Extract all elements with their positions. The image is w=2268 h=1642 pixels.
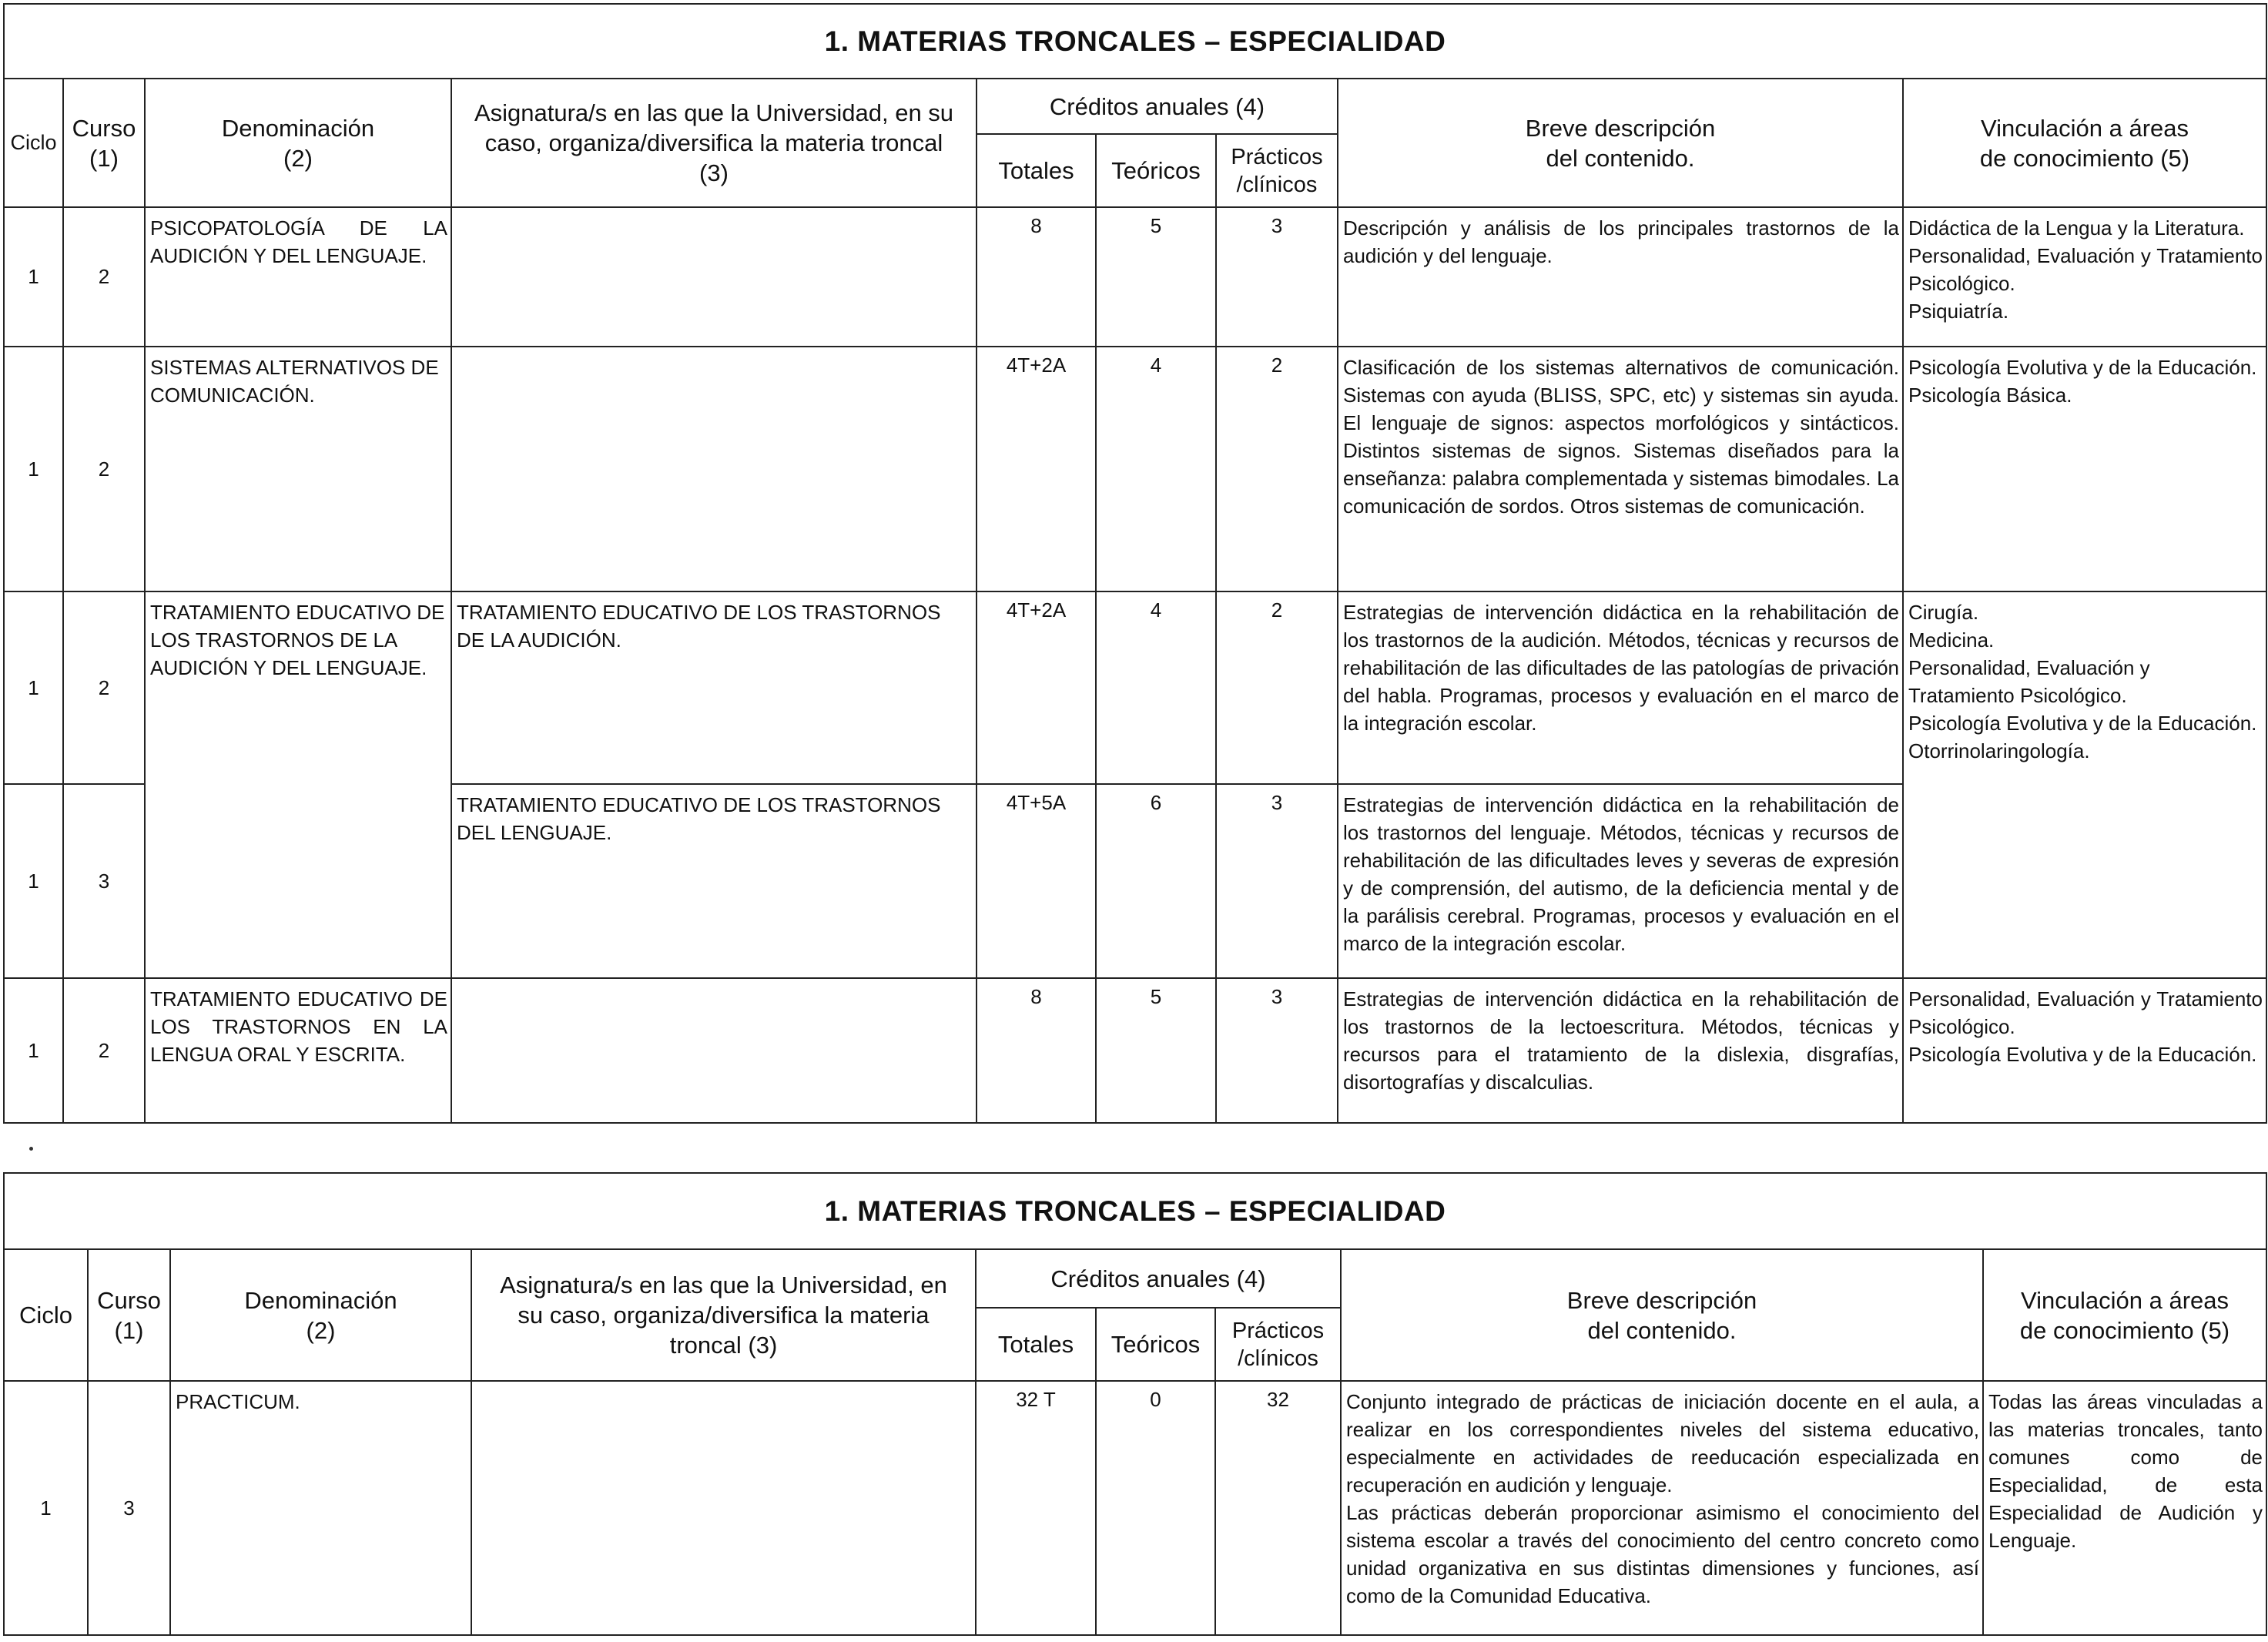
cell-ciclo: 1 [4,784,63,978]
cell-denominacion: TRATAMIENTO EDUCATIVO DE LOS TRASTORNOS DE LA AUDICIÓN Y DEL LENGUAJE. [145,591,451,978]
cell-teoricos: 5 [1096,207,1216,347]
header-descripcion: Breve descripción del contenido. [1338,79,1903,207]
cell-vinculacion: Todas las áreas vinculadas a las materias troncales, tanto comunes como de Especialidad, de esta Especialidad de Audición y Lenguaje. [1983,1381,2266,1635]
cell-totales: 8 [977,207,1096,347]
cell-practicos: 3 [1216,784,1338,978]
cell-asignatura: TRATAMIENTO EDUCATIVO DE LOS TRASTORNOS DEL LENGUAJE. [451,784,977,978]
cell-asignatura [451,207,977,347]
cell-practicos: 2 [1216,347,1338,591]
cell-practicos: 3 [1216,978,1338,1123]
cell-curso: 3 [63,784,145,978]
header-ciclo: Ciclo [4,1249,88,1381]
table-row [4,347,2266,591]
cell-totales: 4T+2A [977,591,1096,784]
cell-practicos: 32 [1215,1381,1341,1635]
cell-curso: 2 [63,207,145,347]
header-denominacion: Denominación (2) [145,79,451,207]
cell-asignatura [451,347,977,591]
cell-vinculacion: Personalidad, Evaluación y Tratamiento Psicológico. Psicología Evolutiva y de la Educación. [1903,978,2266,1123]
cell-totales: 4T+5A [977,784,1096,978]
cell-vinculacion: Didáctica de la Lengua y la Literatura. Personalidad, Evaluación y Tratamiento Psicológico. Psiquiatría. [1903,207,2266,347]
cell-denominacion: PSICOPATOLOGÍA DE LA AUDICIÓN Y DEL LENGUAJE. [145,207,451,347]
cell-descripcion: Descripción y análisis de los principales trastornos de la audición y del lenguaje. [1338,207,1903,347]
materias-troncales-table-1 [3,3,2267,1124]
cell-totales: 8 [977,978,1096,1123]
cell-ciclo: 1 [4,1381,88,1635]
header-creditos: Créditos anuales (4) [977,79,1338,134]
header-descripcion: Breve descripción del contenido. [1341,1249,1983,1381]
cell-curso: 2 [63,978,145,1123]
header-teoricos: Teóricos [1096,1308,1215,1381]
cell-curso: 2 [63,347,145,591]
cell-practicos: 3 [1216,207,1338,347]
table-row [4,591,2266,784]
materias-troncales-table-2 [3,1172,2267,1636]
table-row [4,978,2266,1123]
cell-denominacion: PRACTICUM. [170,1381,471,1635]
cell-teoricos: 4 [1096,347,1216,591]
header-ciclo: Ciclo [4,79,63,207]
header-curso: Curso (1) [88,1249,170,1381]
cell-descripcion: Conjunto integrado de prácticas de iniciación docente en el aula, a realizar en los correspondientes niveles del sistema educativo, especialmente en actividades de reeducación especializada en recuperación en audición y lenguaje. Las prácticas deberán proporcionar asimismo el conocimiento del sistema escolar a través del conocimiento del centro concreto como unidad organizativa en sus distintas dimensiones y funciones, así como de la Comunidad Educativa. [1341,1381,1983,1635]
cell-curso: 3 [88,1381,170,1635]
cell-teoricos: 4 [1096,591,1216,784]
header-denominacion: Denominación (2) [170,1249,471,1381]
cell-totales: 4T+2A [977,347,1096,591]
cell-descripcion: Estrategias de intervención didáctica en la rehabilitación de los trastornos de la audición. Métodos, técnicas y recursos de rehabilitación de las dificultades de las patologías de privación del habla. Programas, procesos y evaluación en el marco de la integración escolar. [1338,591,1903,784]
cell-asignatura [451,978,977,1123]
cell-curso: 2 [63,591,145,784]
header-curso: Curso (1) [63,79,145,207]
header-asignatura: Asignatura/s en las que la Universidad, en su caso, organiza/diversifica la materia troncal (3) [471,1249,976,1381]
header-creditos: Créditos anuales (4) [976,1249,1341,1308]
cell-denominacion: TRATAMIENTO EDUCATIVO DE LOS TRASTORNOS EN LA LENGUA ORAL Y ESCRITA. [145,978,451,1123]
cell-teoricos: 0 [1096,1381,1215,1635]
scan-mark [29,1147,33,1151]
cell-descripcion: Estrategias de intervención didáctica en la rehabilitación de los trastornos de la lectoescritura. Métodos, técnicas y recursos para el tratamiento de la dislexia, disgrafías, disortografías y discalculias. [1338,978,1903,1123]
cell-ciclo: 1 [4,207,63,347]
table-row [4,207,2266,347]
header-totales: Totales [976,1308,1096,1381]
header-teoricos: Teóricos [1096,134,1216,207]
header-asignatura: Asignatura/s en las que la Universidad, en su caso, organiza/diversifica la materia troncal (3) [451,79,977,207]
cell-asignatura: TRATAMIENTO EDUCATIVO DE LOS TRASTORNOS DE LA AUDICIÓN. [451,591,977,784]
table-title: 1. MATERIAS TRONCALES – ESPECIALIDAD [4,1173,2266,1249]
cell-practicos: 2 [1216,591,1338,784]
cell-teoricos: 5 [1096,978,1216,1123]
cell-teoricos: 6 [1096,784,1216,978]
cell-vinculacion: Cirugía. Medicina. Personalidad, Evaluación y Tratamiento Psicológico. Psicología Evolutiva y de la Educación. Otorrinolaringología. [1903,591,2266,978]
table-title: 1. MATERIAS TRONCALES – ESPECIALIDAD [4,4,2266,79]
cell-asignatura [471,1381,976,1635]
header-totales: Totales [977,134,1096,207]
cell-denominacion: SISTEMAS ALTERNATIVOS DE COMUNICACIÓN. [145,347,451,591]
cell-ciclo: 1 [4,591,63,784]
header-vinculacion: Vinculación a áreas de conocimiento (5) [1983,1249,2266,1381]
cell-totales: 32 T [976,1381,1096,1635]
cell-vinculacion: Psicología Evolutiva y de la Educación. Psicología Básica. [1903,347,2266,591]
cell-descripcion: Estrategias de intervención didáctica en la rehabilitación de los trastornos del lenguaje. Métodos, técnicas y recursos de rehabilitación de las dificultades leves y severas de expresión y de comprensión, del autismo, de la deficiencia mental y de la parálisis cerebral. Programas, procesos y evaluación en el marco de la integración escolar. [1338,784,1903,978]
header-vinculacion: Vinculación a áreas de conocimiento (5) [1903,79,2266,207]
header-practicos: Prácticos /clínicos [1216,134,1338,207]
header-practicos: Prácticos /clínicos [1215,1308,1341,1381]
table-row [4,1381,2266,1635]
cell-descripcion: Clasificación de los sistemas alternativos de comunicación. Sistemas con ayuda (BLISS, SPC, etc) y sistemas sin ayuda. El lenguaje de signos: aspectos morfológicos y sintácticos. Distintos sistemas de signos. Sistemas diseñados para la enseñanza: palabra complementada y sistemas bimodales. La comunicación de sordos. Otros sistemas de comunicación. [1338,347,1903,591]
cell-ciclo: 1 [4,347,63,591]
cell-ciclo: 1 [4,978,63,1123]
